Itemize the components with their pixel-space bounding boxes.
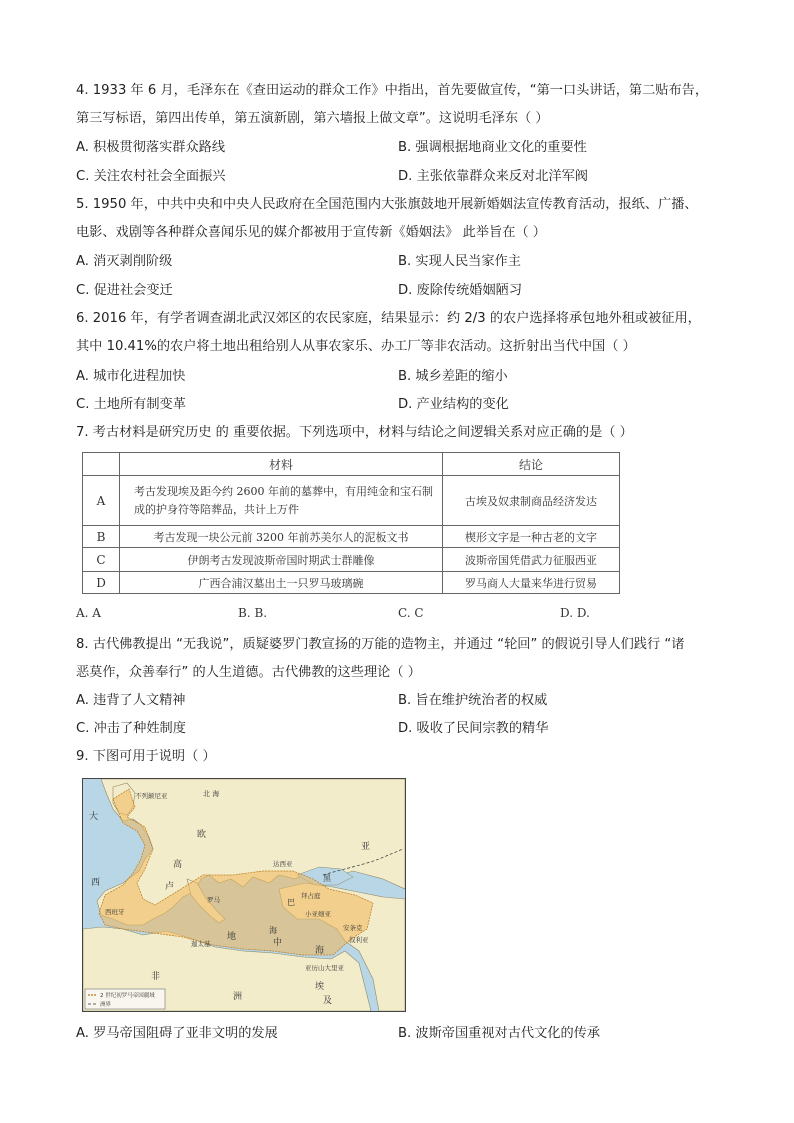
roman-empire-map [82,778,406,1012]
map-label-ocean: 西 [91,878,101,888]
map-graphic [83,779,405,1011]
table-row [83,476,620,526]
row-material: 考古发现一块公元前 3200 年前苏美尔人的泥板文书 [120,526,443,548]
row-conclusion: 波斯帝国凭借武力征服西亚 [443,548,620,572]
map-label-north-sea: 北 海 [203,790,220,798]
q7-stem: 7. 考古材料是研究历史 的 重要依据。下列选项中，材料与结论之间逻辑关系对应正确的是（ ） [76,425,633,440]
q4-option-d: D. 主张依靠群众来反对北洋军阀 [398,169,588,184]
map-label-dacia: 达西亚 [273,860,293,868]
q8-option-b: B. 旨在维护统治者的权威 [398,693,548,708]
map-label-syria: 叙利亚 [349,936,369,944]
map-label-aegean: 海 [269,926,277,935]
table-header-material: 材料 [120,453,443,476]
map-legend-empire: 2 世纪初罗马帝国疆域 [100,993,155,999]
map-label-asia: 亚 [361,842,371,852]
map-label-asia-minor: 小亚细亚 [305,910,331,918]
q6-stem-line2: 其中 10.41%的农户将土地出租给别人从事农家乐、办工厂等非农活动。这折射出当代中国（ ） [76,339,636,354]
map-label-africa-1: 非 [151,972,161,982]
map-label-mediterranean-3: 海 [315,946,325,956]
q6-stem-line1: 6. 2016 年，有学者调查湖北武汉郊区的农民家庭，结果显示：约 2/3 的农户选择将承包地外租或被征用， [76,311,701,326]
map-label-rome: 罗马 [207,896,220,904]
map-label-alexandria: 亚历山大里亚 [305,964,344,972]
map-label-black-sea: 黑 [323,874,331,883]
q9-option-b: B. 波斯帝国重视对古代文化的传承 [398,1026,601,1041]
map-label-hispania: 西班牙 [105,908,125,916]
row-key: D [83,572,120,594]
row-conclusion: 古埃及奴隶制商品经济发达 [443,476,620,526]
q8-option-a: A. 违背了人文精神 [76,693,186,708]
q5-option-a: A. 消灭剥削阶级 [76,254,173,269]
map-label-egypt-1: 埃 [315,982,325,992]
q7-answer-d: D. D. [560,606,590,620]
row-conclusion: 罗马商人大量来华进行贸易 [443,572,620,594]
q5-option-b: B. 实现人民当家作主 [398,254,521,269]
q4-option-a: A. 积极贯彻落实群众路线 [76,140,226,155]
q5-stem-line1: 5. 1950 年，中共中央和中央人民政府在全国范围内大张旗鼓地开展新婚姻法宣传教育活动，报纸、广播、 [76,197,698,212]
q6-option-c: C. 土地所有制变革 [76,397,186,412]
q5-option-c: C. 促进社会变迁 [76,283,173,298]
q7-table [82,452,620,594]
q4-stem-line2: 第三写标语，第四出传单，第五演新剧，第六墙报上做文章”。这说明毛泽东（ ） [76,111,549,126]
row-material: 伊朗考古发现波斯帝国时期武士群雕像 [120,548,443,572]
map-label-balkan: 巴 [287,898,295,907]
q6-option-b: B. 城乡差距的缩小 [398,369,508,384]
q5-stem-line2: 电影、戏剧等各种群众喜闻乐见的媒介都被用于宣传新《婚姻法》 此举旨在（ ） [76,225,546,240]
table-row [83,548,620,572]
map-label-antioch: 安条克 [343,924,363,932]
q8-stem-line1: 8. 古代佛教提出 “无我说”，质疑婆罗门教宣扬的万能的造物主，并通过 “轮回” 的假说引导人们践行 “诸 [76,637,685,652]
map-legend-border: 洲界 [100,1002,112,1008]
q6-option-d: D. 产业结构的变化 [398,397,509,412]
row-material-line1: 考古发现埃及距今约 2600 年前的墓葬中，有用纯金和宝石制 [134,484,433,498]
q4-option-b: B. 强调根据地商业文化的重要性 [398,140,587,155]
q7-answer-c: C. C [398,606,424,620]
row-material: 广西合浦汉墓出土一只罗马玻璃碗 [120,572,443,594]
row-material-line2: 成的护身符等陪葬品，共计上万件 [134,502,299,516]
map-label-atlantic: 大 [89,812,99,822]
map-label-europe: 欧 [197,830,207,840]
map-label-byzantium: 拜占庭 [301,892,321,900]
map-label-gaul-1: 高 [173,860,183,870]
map-label-egypt-2: 及 [323,996,333,1006]
map-label-mediterranean-1: 地 [227,932,237,942]
map-label-britannia: 不列颠尼亚 [135,792,168,800]
map-label-carthage: 迦太基 [191,940,211,948]
row-key: B [83,526,120,548]
q5-option-d: D. 废除传统婚姻陋习 [398,283,523,298]
q8-stem-line2: 恶莫作，众善奉行” 的人生道德。古代佛教的这些理论（ ） [76,665,421,680]
map-label-gaul-2: 卢 [165,882,175,892]
q4-option-c: C. 关注农村社会全面振兴 [76,169,226,184]
row-conclusion: 楔形文字是一种古老的文字 [443,526,620,548]
table-header-conclusion: 结论 [443,453,620,476]
table-header-key [83,453,120,476]
row-material [120,476,443,526]
q7-answer-b: B. B. [238,606,268,620]
table-row [83,526,620,548]
q9-stem: 9. 下图可用于说明（ ） [76,749,216,764]
map-label-mediterranean-2: 中 [273,938,283,948]
q7-answer-a: A. A [76,606,101,620]
map-label-africa-2: 洲 [233,992,243,1002]
q6-option-a: A. 城市化进程加快 [76,369,186,384]
q8-option-d: D. 吸收了民间宗教的精华 [398,721,549,736]
row-key: C [83,548,120,572]
table-header-row [83,453,620,476]
table-row [83,572,620,594]
q8-option-c: C. 冲击了种姓制度 [76,721,186,736]
q9-option-a: A. 罗马帝国阻碍了亚非文明的发展 [76,1026,278,1041]
q4-stem-line1: 4. 1933 年 6 月，毛泽东在《查田运动的群众工作》中指出，首先要做宣传，“第一口头讲话，第二贴布告， [76,83,709,98]
row-key: A [83,476,120,526]
